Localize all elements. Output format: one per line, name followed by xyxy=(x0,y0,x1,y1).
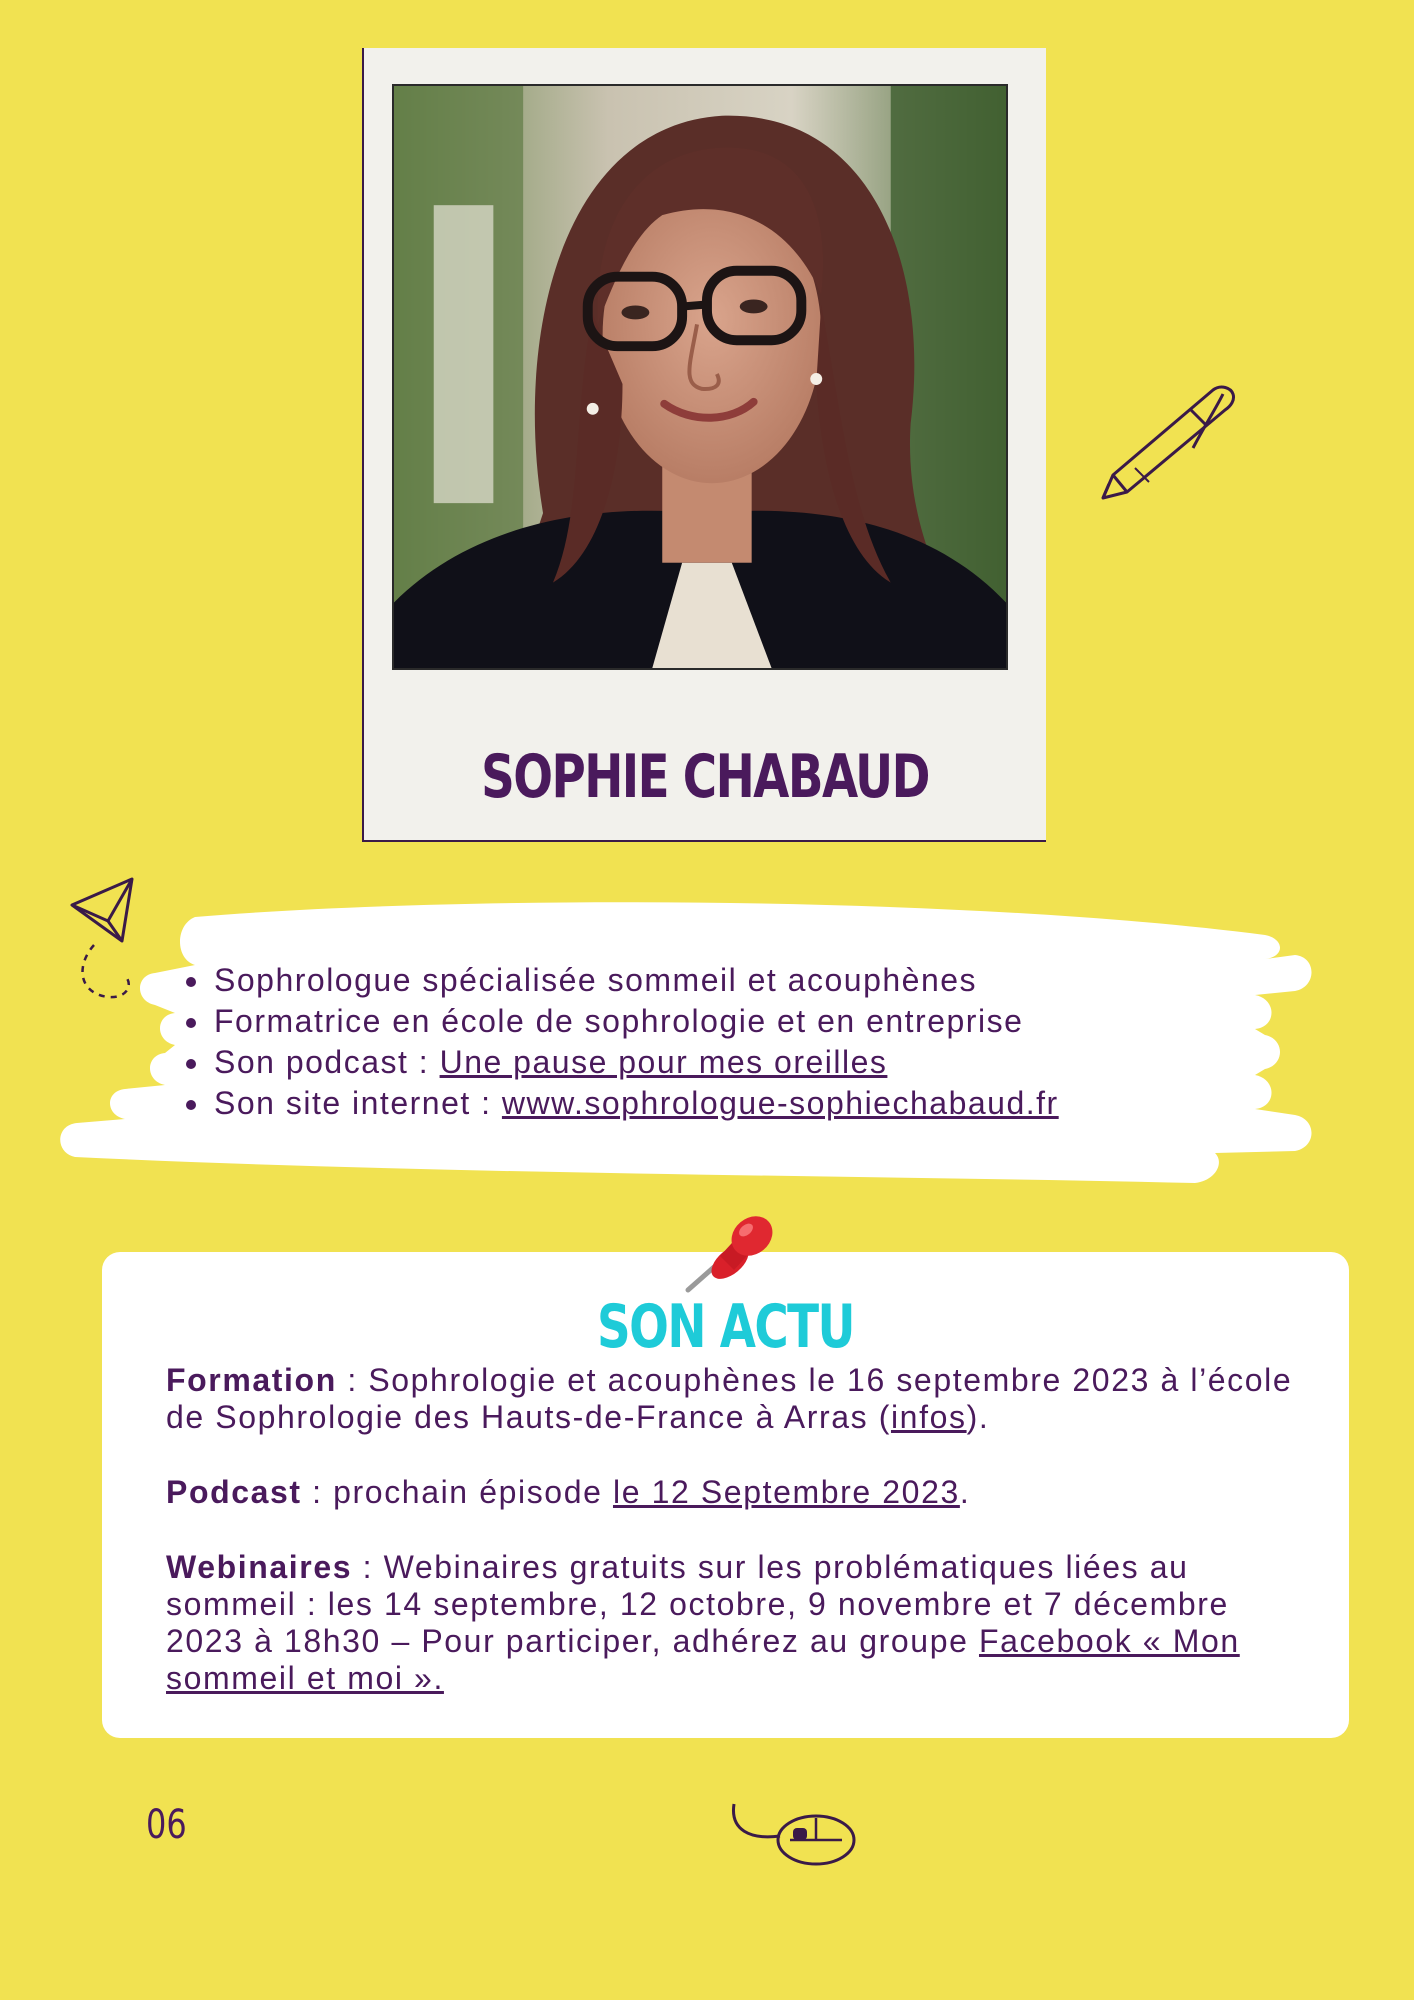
profile-photo xyxy=(392,84,1008,670)
facebook-group-link[interactable]: Facebook « Mon sommeil et moi ». xyxy=(166,1623,1240,1696)
formation-infos-link[interactable]: infos xyxy=(890,1399,967,1435)
profile-bullet-list xyxy=(172,960,1059,1124)
computer-mouse-doodle-icon xyxy=(730,1800,860,1870)
profile-card xyxy=(362,48,1046,842)
person-name: SOPHIE CHABAUD xyxy=(481,742,929,812)
news-card xyxy=(102,1252,1349,1738)
news-podcast: Podcast : prochain épisode le 12 Septembre 2023. xyxy=(166,1474,971,1510)
list-item: • Formatrice en école de sophrologie et en entreprise xyxy=(212,1001,1059,1042)
website-link[interactable]: www.sophrologue-sophiechabaud.fr xyxy=(501,1085,1059,1121)
news-title: SON ACTU xyxy=(597,1292,854,1362)
podcast-link[interactable]: Une pause pour mes oreilles xyxy=(439,1044,888,1080)
page-number: 06 xyxy=(146,1802,187,1848)
push-pin-icon xyxy=(680,1210,776,1298)
podcast-episode-link[interactable]: le 12 Septembre 2023 xyxy=(612,1474,960,1510)
news-formation: Formation : Sophrologie et acouphènes le 16 septembre 2023 à l’école de Sophrologie des Hauts-de-France à Arras (infos). xyxy=(166,1362,1293,1435)
list-item: • Sophrologue spécialisée sommeil et acouphènes xyxy=(212,960,1059,1001)
list-item: • Son podcast : Une pause pour mes oreilles xyxy=(212,1042,1059,1083)
news-body xyxy=(166,1362,1306,1735)
list-item: • Son site internet : www.sophrologue-sophiechabaud.fr xyxy=(212,1083,1059,1124)
pen-doodle-icon xyxy=(1095,380,1245,505)
portrait-illustration xyxy=(394,86,1006,668)
news-webinaires: Webinaires : Webinaires gratuits sur les problématiques liées au sommeil : les 14 septembre, 12 octobre, 9 novembre et 7 décembre 2023 à 18h30 – Pour participer, adhérez au groupe Facebook « Mon sommeil et moi ». xyxy=(166,1549,1240,1696)
